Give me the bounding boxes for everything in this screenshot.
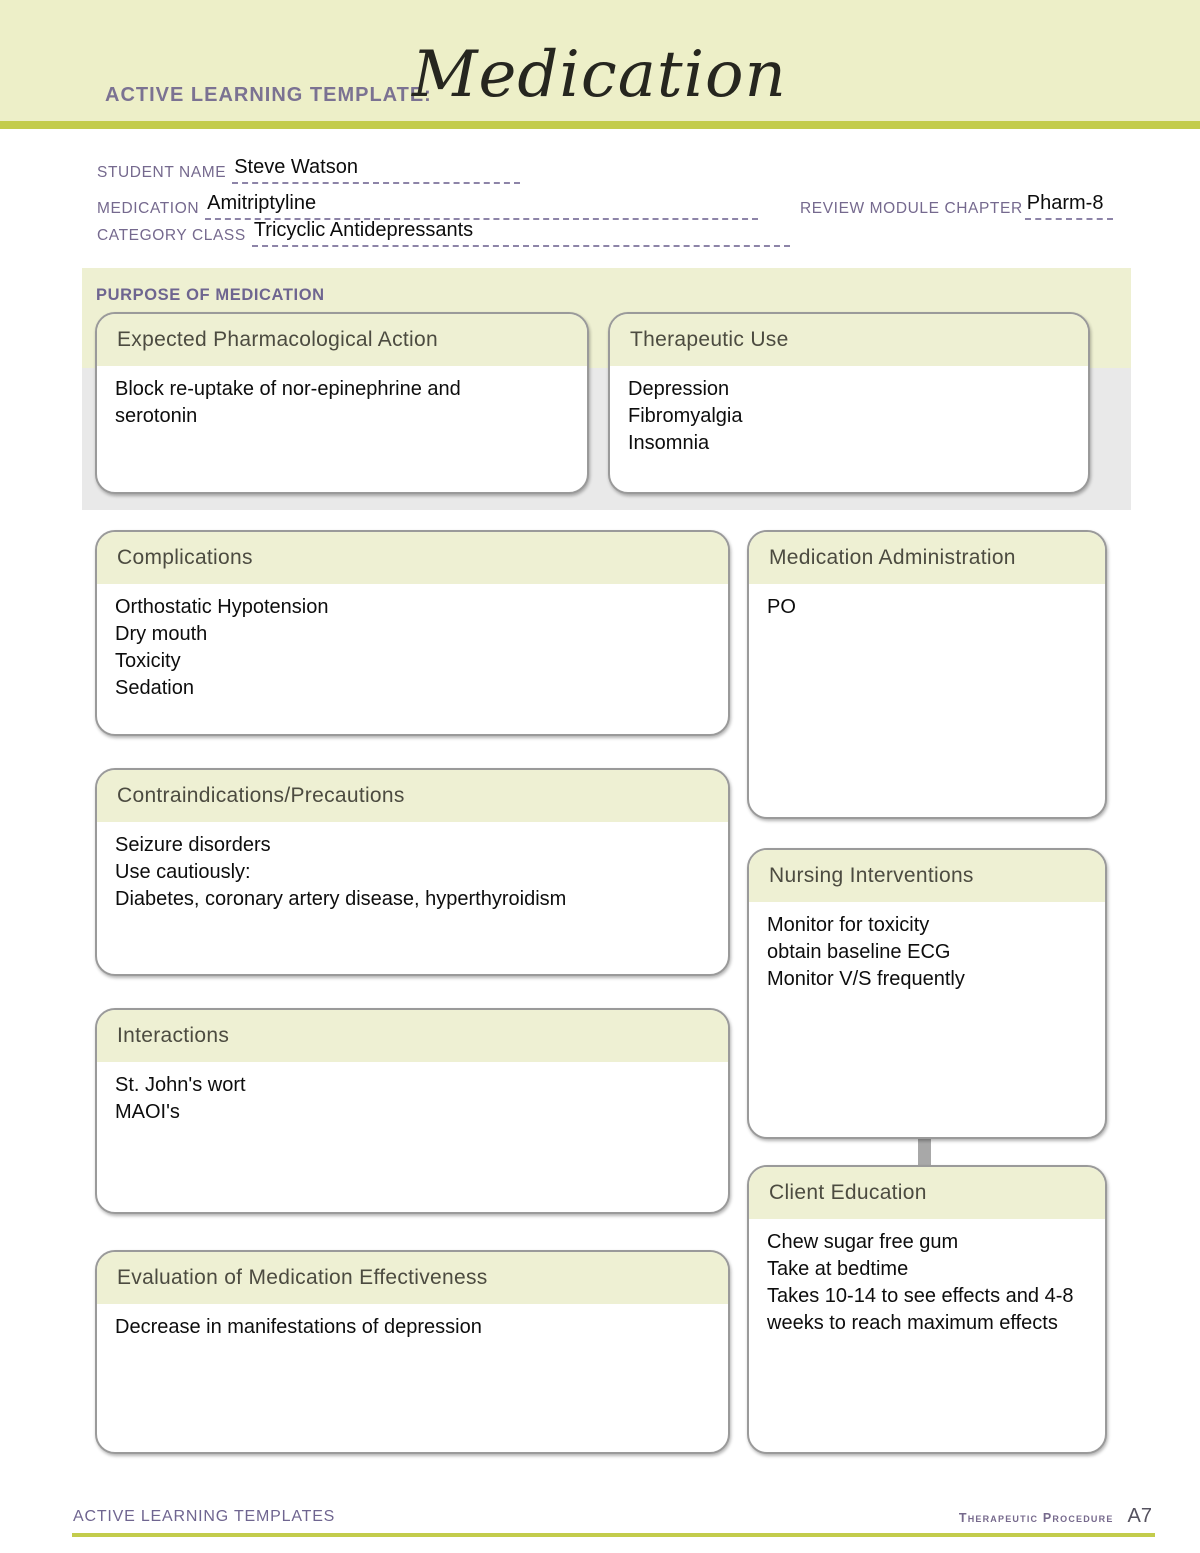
contraindications-precautions-content[interactable]: Seizure disorders Use cautiously: Diabetes, coronary artery disease, hyperthyroidism [115,834,567,910]
card-client-education-header [749,1167,1105,1219]
student-name-input[interactable] [232,157,520,184]
card-therapeutic-use-header [610,314,1088,366]
review-module-chapter-field [800,182,1113,220]
card-medication-administration-header [749,532,1105,584]
card-client-education [747,1165,1107,1454]
student-name-value: Steve Watson [234,156,358,178]
card-complications-header [97,532,728,584]
card-expected-pharmacological-action-header [97,314,587,366]
card-therapeutic-use [608,312,1090,494]
review-module-chapter-label: REVIEW MODULE CHAPTER [800,200,1023,217]
complications-content[interactable]: Orthostatic Hypotension Dry mouth Toxicity Sedation [115,596,329,699]
card-title: Interactions [117,1024,230,1047]
card-title: Therapeutic Use [630,328,789,351]
card-interactions [95,1008,730,1214]
card-medication-administration [747,530,1107,819]
student-name-label: STUDENT NAME [97,164,227,181]
template-label: ACTIVE LEARNING TEMPLATE: [105,84,432,106]
category-class-input[interactable] [252,220,790,247]
footer-templates-label: ACTIVE LEARNING TEMPLATES [73,1508,336,1525]
therapeutic-use-content[interactable]: Depression Fibromyalgia Insomnia [628,378,743,454]
nursing-interventions-content[interactable]: Monitor for toxicity obtain baseline ECG Monitor V/S frequently [767,914,965,990]
purpose-section-title: PURPOSE OF MEDICATION [96,286,325,304]
medication-label: MEDICATION [97,200,200,217]
card-title: Medication Administration [769,546,1016,569]
footer-right [959,1505,1152,1528]
medication-value: Amitriptyline [207,192,317,214]
page-title: Medication [412,38,787,112]
card-title: Client Education [769,1181,927,1204]
card-complications [95,530,730,736]
card-title: Evaluation of Medication Effectiveness [117,1266,488,1289]
footer-accent-rule [72,1533,1155,1537]
expected-pharmacological-action-content[interactable]: Block re-uptake of nor-epinephrine and serotonin [115,378,461,427]
evaluation-content[interactable]: Decrease in manifestations of depression [115,1316,482,1338]
medication-administration-content[interactable]: PO [767,596,796,618]
card-evaluation-of-medication-effectiveness [95,1250,730,1454]
review-module-chapter-value: Pharm-8 [1026,192,1104,214]
category-class-field [97,209,790,247]
category-class-label: CATEGORY CLASS [97,227,246,244]
review-module-chapter-input[interactable] [1025,193,1113,220]
card-title: Expected Pharmacological Action [117,328,438,351]
header-accent-bar [0,121,1200,129]
client-education-content[interactable]: Chew sugar free gum Take at bedtime Takes 10-14 to see effects and 4-8 weeks to reach maximum effects [767,1231,1074,1334]
category-class-value: Tricyclic Antidepressants [253,219,474,241]
card-evaluation-header [97,1252,728,1304]
card-contraindications-precautions [95,768,730,976]
card-interactions-header [97,1010,728,1062]
card-title: Nursing Interventions [769,864,974,887]
footer-page-number: A7 [1127,1505,1152,1527]
card-title: Contraindications/Precautions [117,784,405,807]
interactions-content[interactable]: St. John's wort MAOI's [115,1074,246,1123]
card-contraindications-precautions-header [97,770,728,822]
card-title: Complications [117,546,253,569]
card-expected-pharmacological-action [95,312,589,494]
card-nursing-interventions-header [749,850,1105,902]
card-nursing-interventions [747,848,1107,1139]
student-name-field [97,146,520,184]
footer-section-label: Therapeutic Procedure [958,1511,1114,1525]
